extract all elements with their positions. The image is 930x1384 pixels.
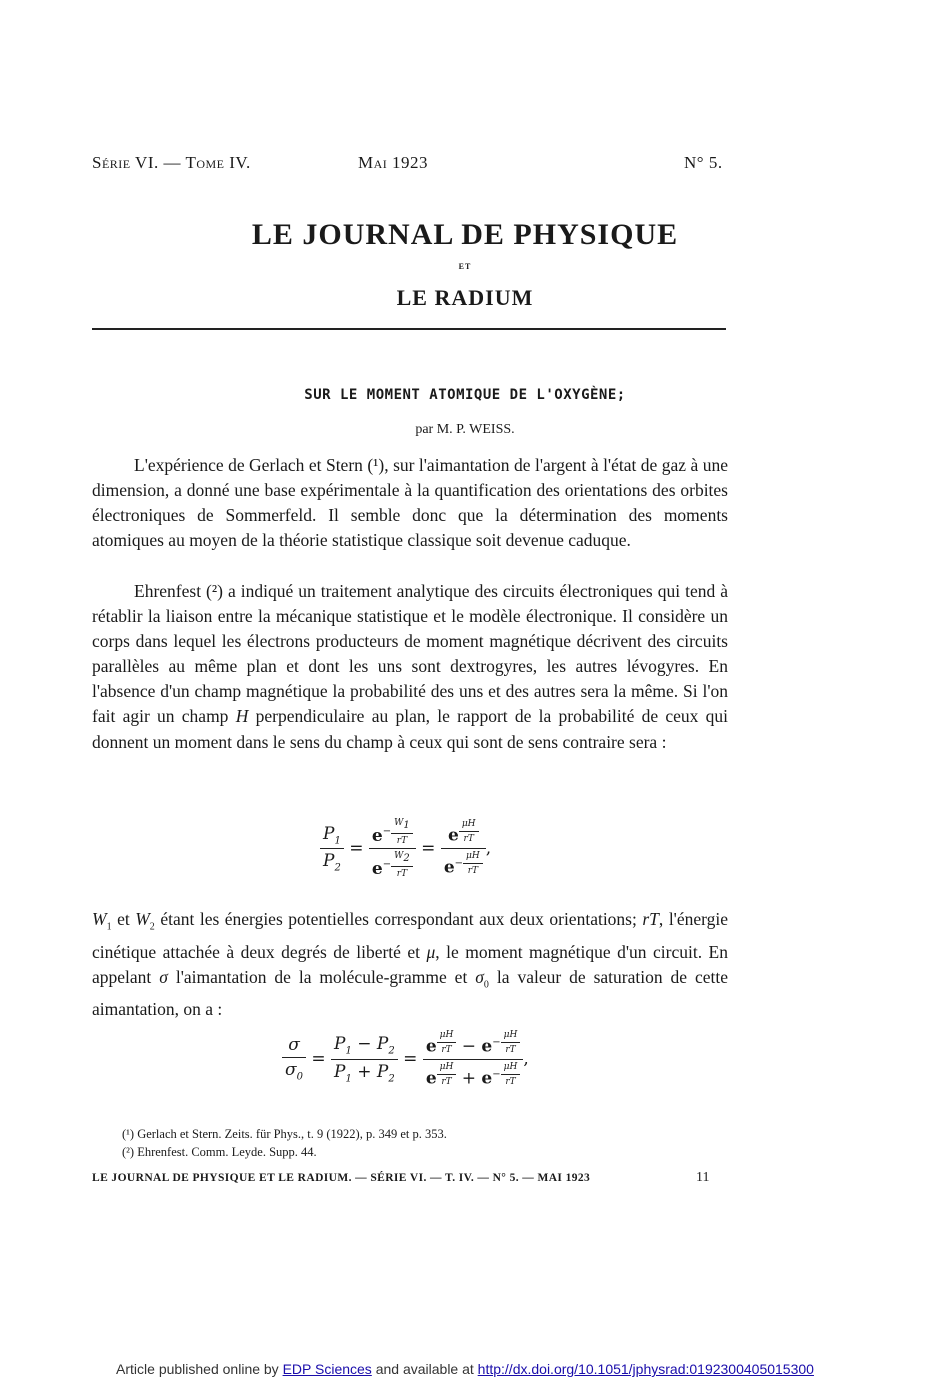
paragraph-3-text-a: étant les énergies potentielles correspondant aux deux orientations; (160, 909, 637, 929)
journal-title-conjunction: ET (458, 262, 472, 271)
paragraph-3-text-d: l'aimantation de la molécule-gramme et (175, 966, 468, 987)
equation-magnetization-ratio: $\frac{\sigma}{\sigma_0}$ = $\frac{P_1 - P_2}{P_1 + P_2}$ = e $^{\frac{\mu H}{rT}}$ − $e^{- \frac{\mu H}{rT}}$ e $^{\frac{\mu H}{rT}}$ + $e^{- \frac{\mu H}{rT}}$ , (282, 1030, 529, 1088)
masthead-rule (92, 328, 726, 330)
page-number: 11 (696, 1170, 710, 1185)
paragraph-3-text-b: l'énergie cinétique attachée à deux degrés de liberté et (92, 909, 729, 962)
paragraph-2 (92, 579, 728, 755)
paragraph-1 (92, 453, 728, 553)
paragraph-2-text-a: Ehrenfest (²) a indiqué un traitement analytique des circuits électroniques qui tend à rétablir la liaison entre la mécanique statistique et le modèle électronique. Il considère un corps dans lequel les électrons producteurs de moment magnétique décrivent des circuits parallèles au même plan et dont les uns sont dextrogyres, les autres lévogyres. En l'absence d'un champ magnétique la probabilité des uns et des autres sera la même. Si l'on fait agir un champ (92, 581, 728, 727)
running-header-date: Mai 1923 (358, 153, 429, 172)
paragraph-3: $W_1$ et $W_2$ étant les énergies potentielles correspondant aux deux orientations; rT, l'énergie cinétique attachée à deux degrés de liberté et μ, le moment magnétique d'un circuit. En appelant σ l'aimantation de la molécule-gramme et $\sigma_0$ la valeur de saturation de cette aimantation, on a : (92, 909, 729, 1020)
paragraph-1-text: L'expérience de Gerlach et Stern (¹), sur l'aimantation de l'argent à l'état de gaz à une dimension, a donné une base expérimentale à la quantification des orientations des orbites électroniques de Sommerfeld. Il semble donc que la détermination des moments atomiques au moyen de la théorie statistique classique soit devenue caduque. (92, 455, 728, 551)
paragraph-2-symbol-h: H (235, 706, 249, 727)
online-prefix: Article published online by (116, 1361, 279, 1377)
publisher-link[interactable]: EDP Sciences (282, 1361, 372, 1377)
article-title: SUR LE MOMENT ATOMIQUE DE L'OXYGÈNE; (304, 387, 626, 403)
article-author: par M. P. WEISS. (415, 422, 515, 437)
equation-probability-ratio: $\frac{P_1}{P_2}$ = $e^{- \frac{W_1}{rT}}$ $e^{- \frac{W_2}{rT}}$ = e $^{\frac{\mu H}{rT}}$ $e^{- \frac{\mu H}{rT}}$ , (320, 818, 491, 879)
page-footer: LE JOURNAL DE PHYSIQUE ET LE RADIUM. — SÉRIE VI. — T. IV. — N° 5. — MAI 1923 (92, 1172, 591, 1184)
paragraph-3-text-e: la valeur de saturation de cette aimantation, on a : (92, 966, 729, 1020)
online-middle: and available at (375, 1361, 474, 1377)
doi-link[interactable]: http://dx.doi.org/10.1051/jphysrad:0192300405015300 (477, 1361, 814, 1377)
footnote-2: (²) Ehrenfest. Comm. Leyde. Supp. 44. (122, 1145, 317, 1159)
footnote-1: (¹) Gerlach et Stern. Zeits. für Phys., t. 9 (1922), p. 349 et p. 353. (122, 1127, 447, 1141)
running-header-series: Série VI. — Tome IV. (92, 153, 251, 172)
journal-subtitle: LE RADIUM (396, 285, 534, 310)
paragraph-3-text-c: le moment magnétique d'un circuit. En appelant (92, 941, 728, 987)
online-availability-line (0, 1361, 930, 1377)
paragraph-2-text-b: perpendiculaire au plan, le rapport de la probabilité de ceux qui donnent un moment dans le sens du champ à ceux qui sont de sens contraire sera : (92, 706, 729, 752)
journal-title: LE JOURNAL DE PHYSIQUE (251, 218, 679, 251)
running-header-issue: N° 5. (684, 153, 723, 172)
